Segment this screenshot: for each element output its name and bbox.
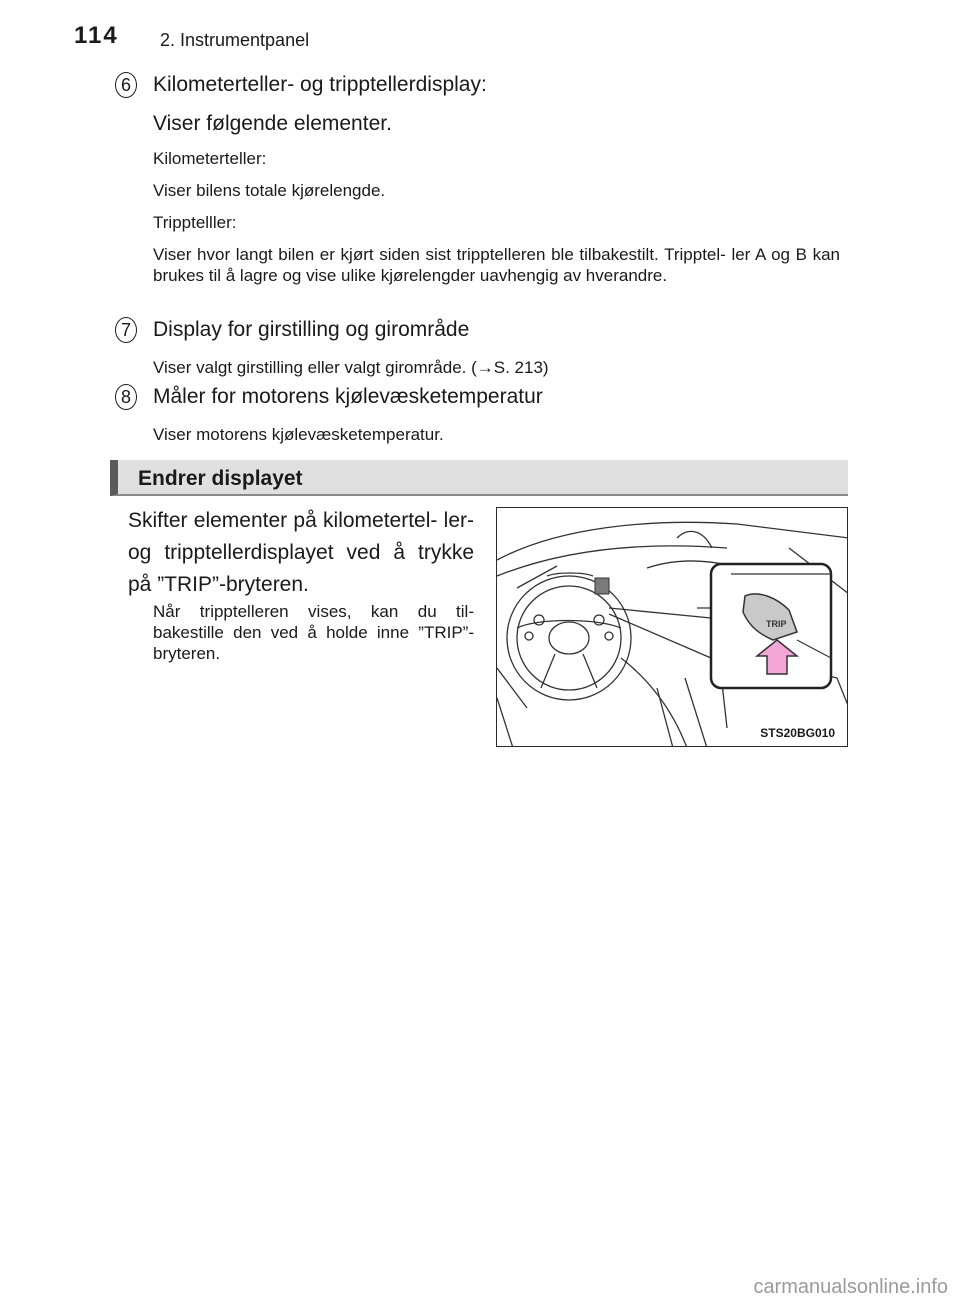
page-reference-arrow-icon: → [476,358,494,377]
item-8-title: Måler for motorens kjølevæsketemperatur [153,385,543,408]
item-7-title: Display for girstilling og girområde [153,318,470,341]
section-intro: Skifter elementer på kilometertel- ler- og tripptellerdisplayet ved å trykke på ”TRIP”-bryteren. [128,509,474,596]
item-number-7: 7 [115,317,137,343]
page-reference-link[interactable]: S. 213) [493,358,549,377]
odometer-label: Kilometerteller: [153,149,267,168]
section-header [110,460,848,496]
watermark: carmanualsonline.info [753,1276,948,1298]
item-6-subtitle: Viser følgende elementer. [153,112,392,135]
item-number-8: 8 [115,384,137,410]
trip-button-illustration [496,507,848,747]
tripmeter-description: Viser hvor langt bilen er kjørt siden sist tripptelleren ble tilbakestilt. Tripptel- ler A og B kan brukes til å lagre og vise ulike kjørelengder uavhengig av hverandre. [153,245,840,285]
item-number-6: 6 [115,72,137,98]
dashboard-drawing [497,508,848,747]
trip-button-label: TRIP [766,619,787,629]
item-7-body [153,357,549,378]
figure-code: STS20BG010 [760,726,835,740]
item-7-body-prefix: Viser valgt girstilling eller valgt girområde. ( [153,358,477,377]
item-8-body: Viser motorens kjølevæsketemperatur. [153,425,444,444]
item-6-title: Kilometerteller- og tripptellerdisplay: [153,73,487,96]
chapter-title: 2. Instrumentpanel [160,30,310,50]
tripmeter-label: Tripptelller: [153,213,237,232]
section-title: Endrer displayet [138,467,303,490]
odometer-description: Viser bilens totale kjørelengde. [153,181,386,200]
section-note: Når tripptelleren vises, kan du til- bakestille den ved å holde inne ”TRIP”-bryteren. [153,602,474,663]
page-number: 114 [74,22,119,49]
